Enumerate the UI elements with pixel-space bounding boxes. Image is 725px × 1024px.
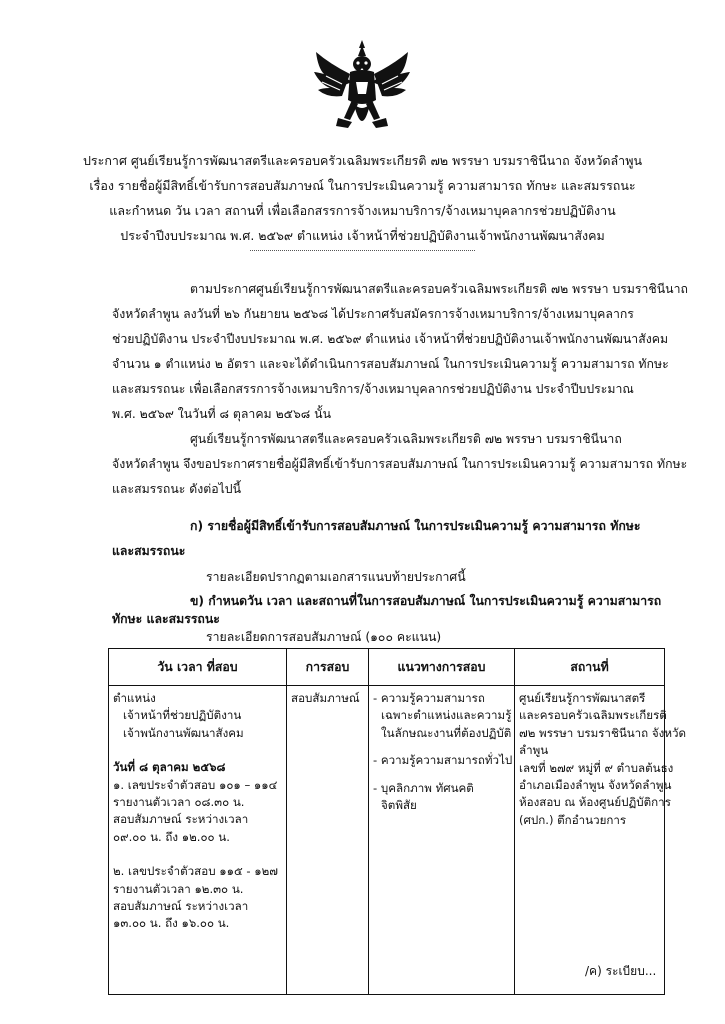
- section-b-detail: รายละเอียดการสอบสัมภาษณ์ (๑๐๐ คะแนน): [206, 630, 442, 644]
- venue-line: อำเภอเมืองลำพูน จังหวัดลำพูน: [519, 778, 672, 793]
- section-b-heading-cont: ทักษะ และสมรรถนะ: [112, 612, 220, 626]
- table-header-cell: วัน เวลา ที่สอบ: [109, 649, 287, 686]
- table-header-row: [109, 649, 665, 686]
- header-divider: [250, 250, 475, 251]
- venue-cell: [515, 686, 687, 995]
- table-header-cell: แนวทางการสอบ: [369, 649, 515, 686]
- position-label: ตำแหน่ง: [113, 691, 156, 705]
- position-name: เจ้าหน้าที่ช่วยปฏิบัติงาน: [123, 708, 242, 723]
- schedule-cell: [109, 686, 287, 995]
- group-2-line: ๒. เลขประจำตัวสอบ ๑๑๕ - ๑๒๗: [113, 864, 279, 879]
- announcement-subject-line2: และกำหนด วัน เวลา สถานที่ เพื่อเลือกสรรการจ้างเหมาบริการ/จ้างเหมาบุคลากรช่วยปฏิบัติงาน: [109, 203, 616, 218]
- section-b-heading: ข) กำหนดวัน เวลา และสถานที่ในการสอบสัมภาษณ์ ในการประเมินความรู้ ความสามารถ: [190, 594, 662, 608]
- approach-line: - ความรู้ความสามารถ: [373, 691, 485, 705]
- paragraph-1-line: จำนวน ๑ ตำแหน่ง ๒ อัตรา และจะได้ดำเนินการสอบสัมภาษณ์ ในการประเมินความรู้ ความสามารถ ทักษะ: [112, 357, 669, 371]
- venue-line: และครอบครัวเฉลิมพระเกียรติ: [519, 708, 667, 723]
- section-a-heading-cont: และสมรรถนะ: [112, 544, 186, 558]
- announcement-subject-line3: ประจำปีงบประมาณ พ.ศ. ๒๕๖๙ ตำแหน่ง เจ้าหน้าที่ช่วยปฏิบัติงานเจ้าพนักงานพัฒนาสังคม: [120, 228, 605, 243]
- table-row: [109, 686, 665, 995]
- group-2-line: รายงานตัวเวลา ๑๒.๓๐ น.: [113, 881, 244, 896]
- venue-line: ห้องสอบ ณ ห้องศูนย์ปฏิบัติการ: [519, 795, 671, 810]
- exam-approach-cell: [369, 686, 515, 995]
- announcement-title: ประกาศ ศูนย์เรียนรู้การพัฒนาสตรีและครอบครัวเฉลิมพระเกียรติ ๗๒ พรรษา บรมราชินีนาถ จังหวัดลำพูน: [83, 153, 642, 168]
- paragraph-1-line: ตามประกาศศูนย์เรียนรู้การพัฒนาสตรีและครอบครัวเฉลิมพระเกียรติ ๗๒ พรรษา บรมราชินีนาถ: [190, 282, 688, 296]
- paragraph-1-line: ช่วยปฏิบัติงาน ประจำปีงบประมาณ พ.ศ. ๒๕๖๙ ตำแหน่ง เจ้าหน้าที่ช่วยปฏิบัติงานเจ้าพนักงานพัฒนาสังคม: [112, 332, 669, 346]
- group-2-line: สอบสัมภาษณ์ ระหว่างเวลา: [113, 899, 249, 914]
- group-1-line: สอบสัมภาษณ์ ระหว่างเวลา: [113, 812, 249, 827]
- venue-line: ศูนย์เรียนรู้การพัฒนาสตรี: [519, 691, 646, 705]
- paragraph-2-line: ศูนย์เรียนรู้การพัฒนาสตรีและครอบครัวเฉลิมพระเกียรติ ๗๒ พรรษา บรมราชินีนาถ: [190, 432, 622, 446]
- venue-line: เลขที่ ๒๗๙ หมู่ที่ ๙ ตำบลต้นธง: [519, 760, 674, 775]
- paragraph-2-line: จังหวัดลำพูน จึงขอประกาศรายชื่อผู้มีสิทธิ์เข้ารับการสอบสัมภาษณ์ ในการประเมินความรู้ ความสามารถ ทักษะ: [112, 457, 688, 471]
- garuda-emblem-icon: [312, 38, 412, 144]
- approach-line: ในลักษณะงานที่ต้องปฏิบัติ: [381, 725, 512, 740]
- table-header-cell: การสอบ: [287, 649, 369, 686]
- paragraph-2-line: และสมรรถนะ ดังต่อไปนี้: [112, 482, 242, 496]
- schedule-table: [108, 648, 687, 995]
- table-header-cell: สถานที่: [515, 649, 665, 686]
- position-name: เจ้าพนักงานพัฒนาสังคม: [123, 725, 244, 740]
- exam-type: สอบสัมภาษณ์: [291, 691, 360, 705]
- section-a-detail: รายละเอียดปรากฏตามเอกสารแนบท้ายประกาศนี้: [206, 570, 466, 584]
- group-1-line: ๐๙.๐๐ น. ถึง ๑๒.๐๐ น.: [113, 829, 230, 844]
- approach-line: - ความรู้ความสามารถทั่วไป: [373, 753, 513, 768]
- group-2-line: ๑๓.๐๐ น. ถึง ๑๖.๐๐ น.: [113, 916, 230, 931]
- venue-line: ๗๒ พรรษา บรมราชินีนาถ จังหวัด: [519, 725, 687, 740]
- paragraph-1-line: และสมรรถนะ เพื่อเลือกสรรการจ้างเหมาบริการ/จ้างเหมาบุคลากรช่วยปฏิบัติงาน ประจำปีบประมาณ: [112, 382, 634, 396]
- exam-date: วันที่ ๘ ตุลาคม ๒๕๖๘: [113, 760, 226, 775]
- group-1-line: ๑. เลขประจำตัวสอบ ๑๐๑ – ๑๑๔: [113, 777, 278, 792]
- approach-line: - บุคลิกภาพ ทัศนคติ: [373, 780, 474, 795]
- continued-marker: /ค) ระเบียบ...: [585, 964, 657, 978]
- exam-type-cell: [287, 686, 369, 995]
- paragraph-1-line: จังหวัดลำพูน ลงวันที่ ๒๖ กันยายน ๒๕๖๘ ได้ประกาศรับสมัครการจ้างเหมาบริการ/จ้างเหมาบุคลากร: [112, 307, 634, 321]
- paragraph-1-line: พ.ศ. ๒๕๖๙ ในวันที่ ๘ ตุลาคม ๒๕๖๘ นั้น: [112, 407, 331, 421]
- venue-line: (ศปก.) ตึกอำนวยการ: [519, 812, 627, 827]
- section-a-heading: ก) รายชื่อผู้มีสิทธิ์เข้ารับการสอบสัมภาษณ์ ในการประเมินความรู้ ความสามารถ ทักษะ: [190, 519, 641, 533]
- group-1-line: รายงานตัวเวลา ๐๘.๓๐ น.: [113, 795, 245, 810]
- announcement-subject: เรื่อง รายชื่อผู้มีสิทธิ์เข้ารับการสอบสัมภาษณ์ ในการประเมินความรู้ ความสามารถ ทักษะ และสมรรถนะ: [89, 178, 636, 193]
- venue-line: ลำพูน: [519, 743, 549, 758]
- approach-line: เฉพาะตำแหน่งและความรู้: [381, 708, 512, 723]
- approach-line: จิตพิสัย: [381, 798, 417, 813]
